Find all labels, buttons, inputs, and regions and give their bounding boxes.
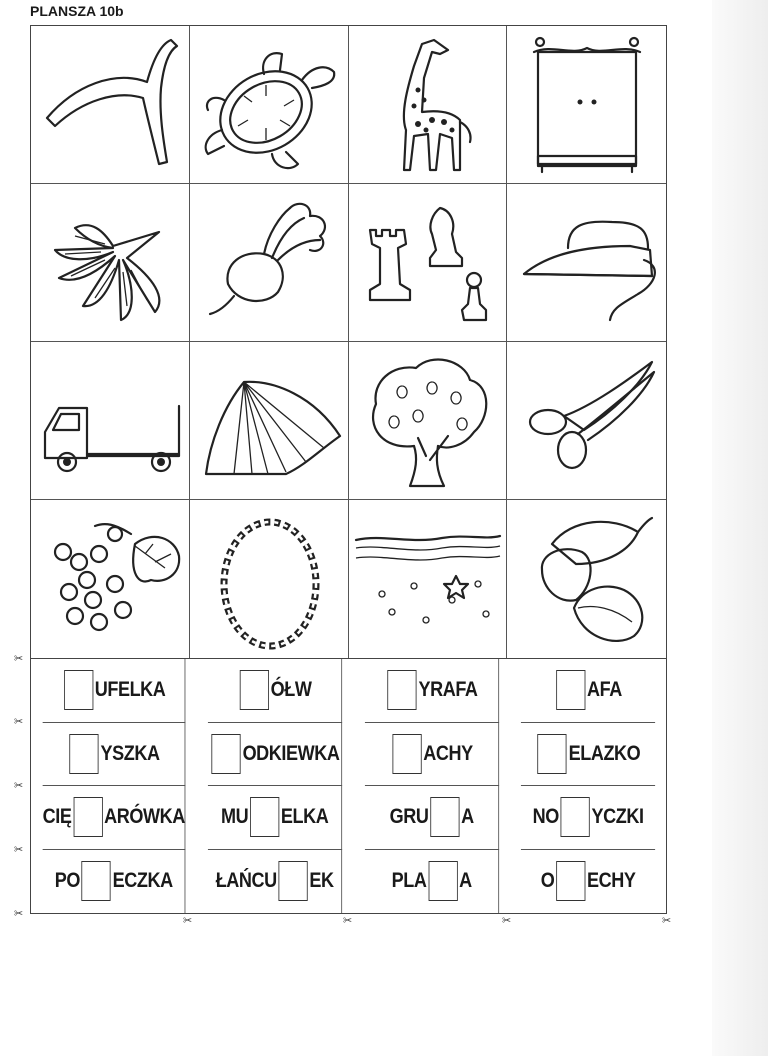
word-prefix: PO [54, 869, 80, 893]
nut-icon [512, 504, 662, 654]
scissors-icon: ✂ [343, 914, 353, 927]
word-card-10 [208, 786, 342, 850]
word-card-5 [43, 723, 186, 787]
picture-currants[interactable] [31, 500, 190, 658]
turtle-icon [194, 30, 344, 180]
iron-icon [512, 188, 662, 338]
letter-box[interactable] [556, 861, 585, 901]
word-suffix: ARÓWKA [104, 805, 185, 829]
word-grid [30, 659, 667, 914]
word-card-9 [43, 786, 186, 850]
word-card-14 [208, 850, 342, 914]
chain-icon [194, 504, 344, 654]
picture-turtle[interactable] [190, 26, 349, 184]
word-card-6 [208, 723, 342, 787]
scissors-icon: ✂ [14, 715, 24, 728]
word-card-11 [364, 786, 498, 850]
word-prefix: NO [532, 805, 559, 829]
scissors-icon: ✂ [14, 907, 24, 920]
scissors-icon: ✂ [502, 914, 512, 927]
word-card-16 [521, 850, 655, 914]
word-card-8 [521, 723, 655, 787]
word-card-1 [43, 659, 186, 723]
scan-shadow [712, 0, 768, 1056]
word-prefix: GRU [389, 805, 429, 829]
truck-icon [35, 346, 185, 496]
letter-box[interactable] [73, 797, 102, 837]
word-suffix: UFELKA [94, 678, 166, 702]
scissors-icon: ✂ [183, 914, 193, 927]
letter-box[interactable] [64, 670, 93, 710]
picture-beetroot[interactable] [190, 184, 349, 342]
shell-icon [194, 346, 344, 496]
picture-shell[interactable] [190, 342, 349, 500]
letter-box[interactable] [537, 734, 566, 774]
picture-nuts[interactable] [507, 500, 666, 658]
letter-box[interactable] [560, 797, 589, 837]
picture-chess-pieces[interactable] [349, 184, 508, 342]
word-suffix: ACHY [422, 741, 473, 765]
word-card-2 [208, 659, 342, 723]
letter-box[interactable] [556, 670, 585, 710]
letter-box[interactable] [430, 797, 459, 837]
giraffe-icon [352, 30, 502, 180]
leaf-icon [35, 188, 185, 338]
letter-box[interactable] [250, 797, 279, 837]
scissors-icon: ✂ [14, 652, 24, 665]
letter-box[interactable] [212, 734, 241, 774]
letter-box[interactable] [392, 734, 421, 774]
word-prefix: O [540, 869, 555, 893]
letter-box[interactable] [240, 670, 269, 710]
letter-box[interactable] [82, 861, 111, 901]
picture-grid [30, 25, 667, 659]
letter-box[interactable] [428, 861, 457, 901]
word-suffix: YRAFA [418, 678, 478, 702]
word-prefix: PLA [391, 869, 427, 893]
word-card-7 [364, 723, 498, 787]
chess-icon [352, 188, 502, 338]
tree-icon [352, 346, 502, 496]
picture-chestnut-leaf[interactable] [31, 184, 190, 342]
word-suffix: ELAZKO [568, 741, 641, 765]
page-title: PLANSZA 10b [30, 3, 124, 19]
beach-icon [352, 504, 502, 654]
beetroot-icon [194, 188, 344, 338]
word-card-3 [364, 659, 498, 723]
word-suffix: YSZKA [100, 741, 160, 765]
wardrobe-icon [512, 30, 662, 180]
word-prefix: CIĘ [42, 805, 72, 829]
picture-iron[interactable] [507, 184, 666, 342]
scissors-icon: ✂ [14, 843, 24, 856]
picture-truck[interactable] [31, 342, 190, 500]
picture-pear-tree[interactable] [349, 342, 508, 500]
word-card-13 [43, 850, 186, 914]
picture-scissors[interactable] [507, 342, 666, 500]
word-suffix: ÓŁW [270, 678, 312, 702]
word-card-4 [521, 659, 655, 723]
scissors-picture-icon [512, 346, 662, 496]
word-suffix: ODKIEWKA [242, 741, 340, 765]
letter-box[interactable] [279, 861, 308, 901]
word-suffix: EK [309, 869, 335, 893]
currants-icon [35, 504, 185, 654]
word-suffix: ELKA [281, 805, 329, 829]
word-card-12 [521, 786, 655, 850]
picture-wishbone[interactable] [31, 26, 190, 184]
wishbone-icon [35, 30, 185, 180]
word-suffix: ECHY [586, 869, 636, 893]
letter-box[interactable] [387, 670, 416, 710]
word-suffix: ECZKA [112, 869, 173, 893]
word-prefix: MU [221, 805, 249, 829]
scissors-icon: ✂ [14, 779, 24, 792]
scissors-icon: ✂ [662, 914, 672, 927]
word-prefix: ŁAŃCU [216, 869, 278, 893]
picture-giraffe[interactable] [349, 26, 508, 184]
word-suffix: AFA [586, 678, 622, 702]
picture-chain[interactable] [190, 500, 349, 658]
letter-box[interactable] [70, 734, 99, 774]
picture-wardrobe[interactable] [507, 26, 666, 184]
word-suffix: A [458, 869, 472, 893]
word-card-15 [364, 850, 498, 914]
word-suffix: YCZKI [591, 805, 644, 829]
word-suffix: A [460, 805, 474, 829]
picture-beach[interactable] [349, 500, 508, 658]
